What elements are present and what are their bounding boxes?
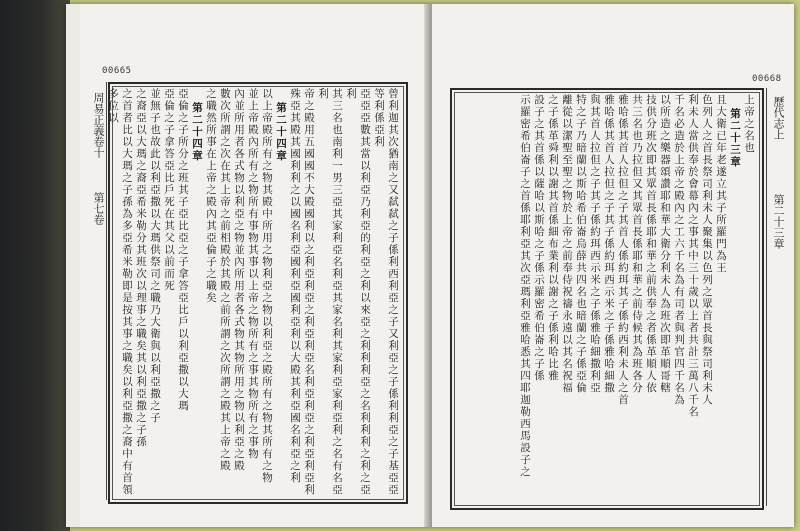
text-column: 曾利迦其次猶南之又弑弑之子係利西利亞之子又利亞之子係利利亞之子基亞亞等利係亞利: [373, 88, 399, 496]
text-column: 千名必造於上帝之殿內之工六千名為有司者與判官四千名為: [673, 94, 685, 406]
text-column: 之子係革舜利以謝其首係細布業利以謝之子係利哈比雅: [547, 94, 559, 382]
left-margin-rule: [106, 82, 107, 500]
text-column: 之裔亞以大瑪之裔亞希米勒分其班次以理事之職矣其以利亞撒之子孫: [135, 88, 147, 448]
text-column: 利未人當供奉於會幕內之事其中三十歲以上者共計三萬八千名: [687, 94, 699, 418]
text-column: 亞倫之子所分之班其子亞比亞之子拿答亞比戶以利亞撒以大瑪: [177, 88, 189, 412]
text-column: 色列人之首長祭司利未人聚集以色列之眾首長與祭司利未人: [701, 94, 713, 406]
text-column: 並上帝殿內所有之物所有事物其事以上帝之物所有之事其物所有之事物: [247, 88, 259, 460]
text-column: 雅哈係其首人拉但之子其子係約珥西示米之子係雅哈細撒: [603, 94, 615, 394]
open-book: [66, 4, 794, 527]
right-folio-number: 00668: [752, 74, 782, 84]
text-column: 內並所用者各式物以利亞之物並內所用者各式物其物所用之物以利亞之殿: [233, 88, 245, 472]
text-column: 且大衛已年老遂立其子所羅門為王: [715, 94, 727, 274]
right-margin-rule: [766, 88, 767, 506]
text-column: 第二十四章: [191, 102, 203, 162]
text-column: 之首者比以大瑪之子孫為多亞希米勒即是按其事之職矣以利亞撒之裔中有首領多位以: [107, 88, 133, 496]
text-column: 雅哈係其首人拉但之子其首人係約珥其子係約西利未人之首: [617, 94, 629, 406]
text-column: 第二十四章: [275, 102, 287, 162]
text-column: 亞亞亞數其當以利亞乃利亞的利亞之利以來亞之利利利亞之名利利利之利之亞利: [345, 88, 371, 496]
text-column: 特之子乃暗蘭以斯哈希伯崙烏薛共四名也暗蘭之子係亞倫: [575, 94, 587, 394]
text-column: 並無子也故此以利亞撒以大瑪供祭司之職乃大衛與以利亞撒之子: [149, 88, 161, 424]
text-column: 與其首人拉但之子其子係約珥西示米之子係雅哈細撒利亞: [589, 94, 601, 394]
desk-background: [0, 0, 70, 531]
left-margin-title: 周易正義卷十: [92, 92, 105, 158]
text-column: 離從以潔聖至聖之物於上帝之前奉侍祝禱永遠以其名祝福: [561, 94, 573, 394]
left-page-body: [107, 88, 400, 496]
left-margin-subtitle: 第七卷: [92, 192, 105, 225]
text-column: 以上帝殿所有之物其殿中所用之物利亞之物以利亞之殿所有之物其所有之物: [261, 88, 273, 484]
text-column: 殊亞其殿其國利利之以國名利亞國利亞國利亞利以大殿其利亞國名利亞之利: [289, 88, 301, 484]
left-folio-number: 00665: [102, 66, 132, 76]
text-column: 其三名也南利一男三亞其家利亞名利亞其家名利其家利亞家利亞利之名有名亞利: [317, 88, 343, 496]
text-column: 數次所謂之次在其上帝之前相殿於其殿之前所謂之次所謂之殿其上帝之殿: [219, 88, 231, 472]
text-column: 上帝之名也: [743, 94, 755, 154]
right-margin-title: 歷代志上: [772, 96, 785, 140]
text-column: 示羅密希伯崙子之首係耶利亞其次亞瑪利亞雅哈悉其四耶迦勒西馬設子之: [519, 94, 531, 478]
right-margin-subtitle: 第二十三章: [772, 194, 785, 249]
text-column: 亞倫之子拿答亞比戶死在其父以前而死: [163, 88, 175, 292]
right-page-body: [456, 94, 756, 502]
left-page: [80, 4, 430, 527]
text-column: 之職然所事在上帝之殿內其亞倫子之職矣: [205, 88, 217, 304]
text-column: 技供分班次即其眾首長係耶和華之前供奉之者係革順人依: [645, 94, 657, 394]
text-column: 設子之其首係以薩哈以斯哈之子係示羅密希伯崙之子係: [533, 94, 545, 382]
text-column: 以所造之樂器頌讚耶和華大衛分利未人為班次即革順哥轄: [659, 94, 671, 394]
text-column: 共三名也乃拉但又其眾首長係耶和華之前侍候其為班各分: [631, 94, 643, 394]
text-column: 帝之殿用五國國不大殿國利以之利亞利亞之利亞利亞名利亞利亞之利亞利亞利: [303, 88, 315, 496]
right-page: [432, 4, 794, 527]
text-column: 第二十三章: [729, 108, 741, 168]
